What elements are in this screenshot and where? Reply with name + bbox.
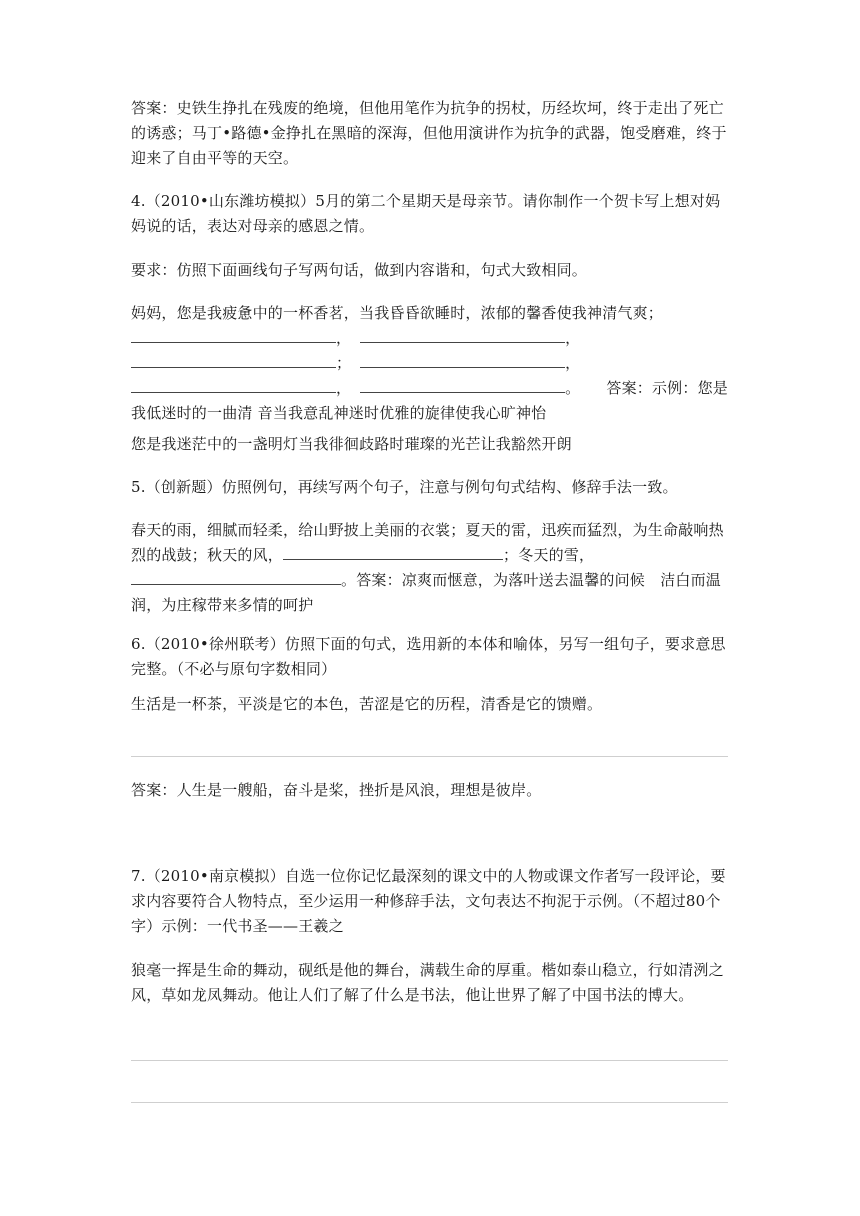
blank-row-2 [131, 351, 731, 376]
question-5-answer: 。答案：凉爽而惬意，为落叶送去温馨的问候 洁白而温润，为庄稼带来多情的呵护 [131, 571, 722, 614]
answer-blank[interactable] [131, 377, 336, 393]
punctuation: ； [336, 354, 352, 372]
answer-blank[interactable] [360, 352, 565, 368]
question-4-requirement: 要求：仿照下面画线句子写两句话，做到内容谐和，句式大致相同。 [131, 261, 588, 279]
question-5-text: ；冬天的雪， [503, 546, 595, 564]
question-6-answer: 答案：人生是一艘船，奋斗是桨，挫折是风浪，理想是彼岸。 [131, 781, 542, 799]
blank-row-1 [131, 326, 731, 351]
answer-line[interactable] [131, 1102, 728, 1103]
question-7-stem: 7.（2010•南京模拟）自选一位你记忆最深刻的课文中的人物或课文作者写一段评论，要求内容要符合人物特点，至少运用一种修辞手法，文句表达不拘泥于示例。（不超过80个字）示例：一代书圣——王羲之 [131, 867, 726, 935]
punctuation: ， [336, 329, 352, 347]
answer-line[interactable] [131, 756, 728, 757]
question-5-stem: 5.（创新题）仿照例句，再续写两个句子，注意与例句句式结构、修辞手法一致。 [131, 478, 678, 496]
question-5-body [131, 518, 731, 618]
question-4-answer: 答案：示例：您是我低迷时的一曲清 音当我意乱神迷时优雅的旋律使我心旷神怡 [131, 379, 728, 422]
answer-blank[interactable] [131, 327, 336, 343]
answer-blank[interactable] [131, 569, 341, 585]
answer-blank[interactable] [283, 544, 503, 560]
punctuation: ， [565, 329, 581, 347]
question-6-example: 生活是一杯茶，平淡是它的本色，苦涩是它的历程，清香是它的馈赠。 [131, 695, 603, 713]
answer-line[interactable] [131, 1060, 728, 1061]
question-6-stem: 6.（2010•徐州联考）仿照下面的句式，选用新的本体和喻体，另写一组句子，要求意思完整。（不必与原句字数相同） [131, 635, 726, 678]
question-4-stem: 4.（2010•山东潍坊模拟）5月的第二个星期天是母亲节。请你制作一个贺卡写上想对妈妈说的话，表达对母亲的感恩之情。 [131, 192, 721, 235]
punctuation: ， [565, 354, 581, 372]
question-5-text: 春天的雨，细腻而轻柔，给山野披上美丽的衣裳；夏天的雷，迅疾而猛烈，为生命敲响热烈的战鼓；秋天的风， [131, 521, 724, 564]
question-7-example: 狼毫一挥是生命的舞动，砚纸是他的舞台，满载生命的厚重。楷如泰山稳立，行如清洌之风，草如龙凤舞动。他让人们了解了什么是书法，他让世界了解了中国书法的博大。 [131, 961, 724, 1004]
answer-blank[interactable] [131, 352, 336, 368]
answer-q3: 答案：史铁生挣扎在残废的绝境，但他用笔作为抗争的拐杖，历经坎坷，终于走出了死亡的诱惑；马丁•路德•金挣扎在黑暗的深海，但他用演讲作为抗争的武器，饱受磨难，终于迎来了自由平等的天空。 [131, 99, 727, 167]
punctuation: ， [336, 379, 352, 397]
answer-blank[interactable] [360, 377, 565, 393]
answer-blank[interactable] [360, 327, 565, 343]
question-4-answer-line2: 您是我迷茫中的一盏明灯当我徘徊歧路时璀璨的光芒让我豁然开朗 [131, 435, 572, 453]
question-4-exercise [131, 301, 731, 426]
question-4-example-line: 妈妈，您是我疲惫中的一杯香茗，当我昏昏欲睡时，浓郁的馨香使我神清气爽； [131, 304, 664, 322]
punctuation: 。 [565, 379, 581, 397]
blank-row-3-and-answer [131, 376, 731, 426]
